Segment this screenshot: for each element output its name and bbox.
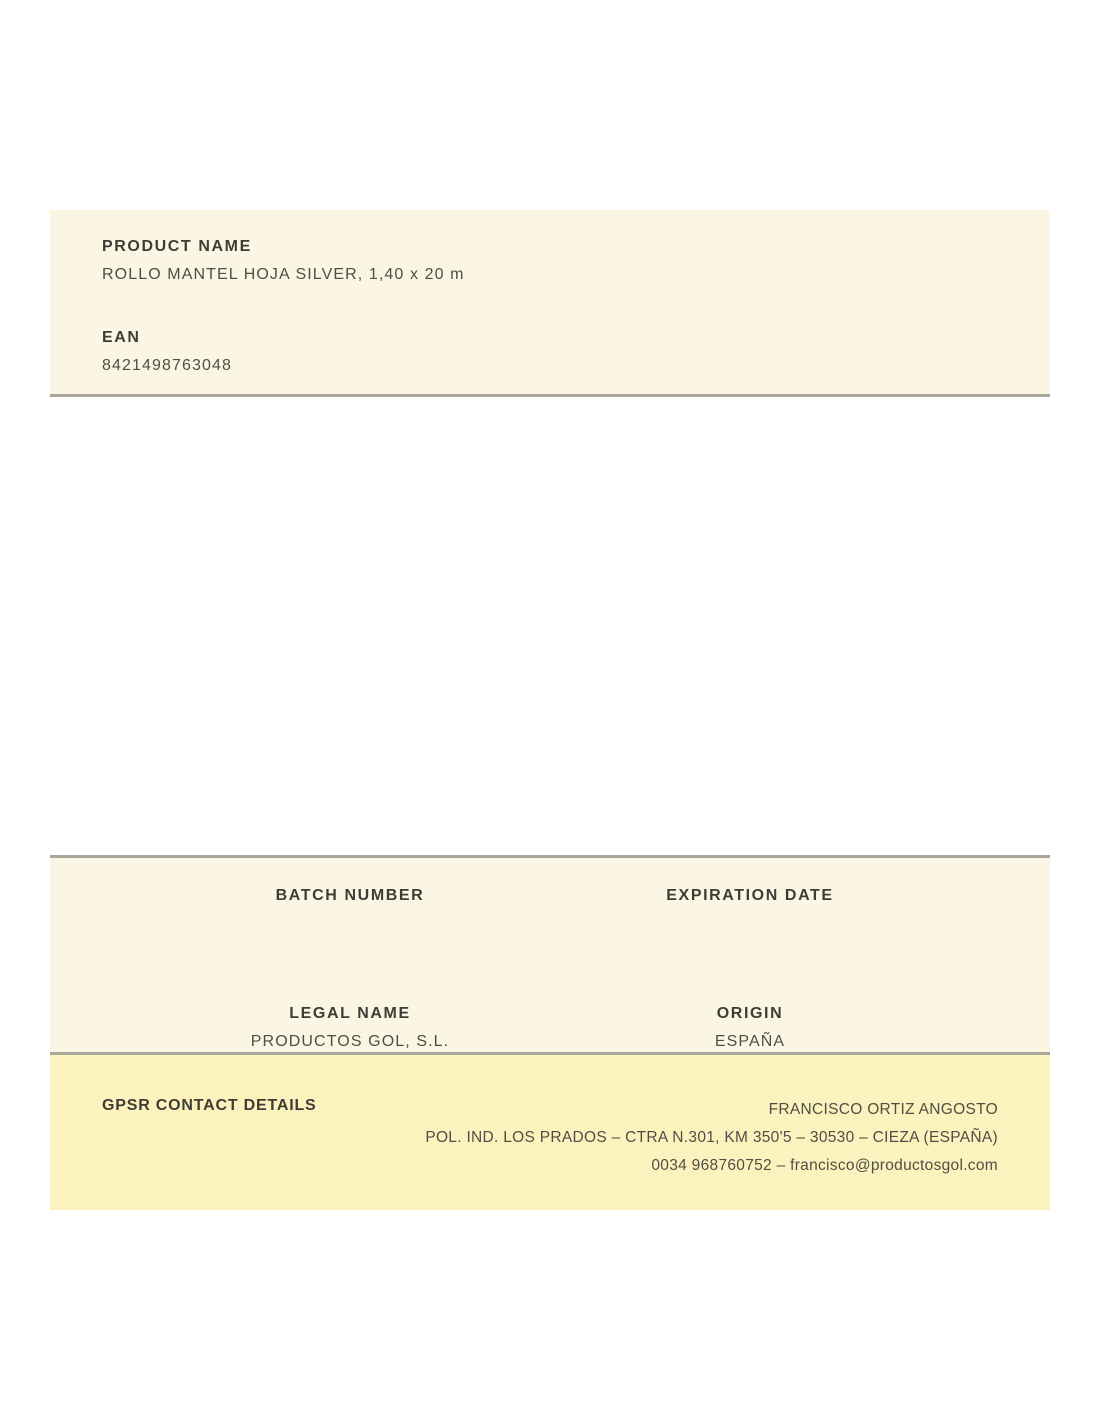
batch-legal-section: [50, 855, 1050, 1055]
expiration-date-cell: [550, 886, 950, 933]
legal-name-label: LEGAL NAME: [289, 1005, 411, 1022]
expiration-date-value: [550, 914, 950, 933]
gpsr-contact-label: GPSR CONTACT DETAILS: [102, 1097, 317, 1114]
gpsr-contact-lines: [317, 1096, 998, 1180]
ean-label: EAN: [102, 329, 141, 346]
origin-label: ORIGIN: [716, 1005, 784, 1022]
batch-number-label: BATCH NUMBER: [275, 887, 425, 904]
expiration-date-label: EXPIRATION DATE: [666, 887, 834, 904]
legal-name-cell: [150, 1004, 550, 1051]
gpsr-contact-phone-email: 0034 968760752 – francisco@productosgol.com: [651, 1157, 998, 1174]
batch-expiration-row: [150, 886, 950, 933]
batch-number-value: [150, 914, 550, 933]
product-name-value: ROLLO MANTEL HOJA SILVER, 1,40 x 20 m: [102, 266, 465, 283]
batch-number-cell: [150, 886, 550, 933]
gpsr-contact-name: FRANCISCO ORTIZ ANGOSTO: [768, 1101, 998, 1118]
gpsr-contact-row: [102, 1096, 998, 1180]
gpsr-contact-address: POL. IND. LOS PRADOS – CTRA N.301, KM 350'5 – 30530 – CIEZA (ESPAÑA): [425, 1129, 998, 1146]
product-name-label: PRODUCT NAME: [102, 238, 252, 255]
origin-value: ESPAÑA: [714, 1033, 786, 1050]
legal-origin-row: [150, 1004, 950, 1051]
origin-cell: [550, 1004, 950, 1051]
product-identity-section: [50, 210, 1050, 397]
ean-value: 8421498763048: [102, 357, 232, 374]
legal-name-value: PRODUCTOS GOL, S.L.: [250, 1033, 450, 1050]
gpsr-contact-section: [50, 1055, 1050, 1210]
ean-field: [102, 328, 998, 375]
product-name-field: [102, 237, 998, 284]
